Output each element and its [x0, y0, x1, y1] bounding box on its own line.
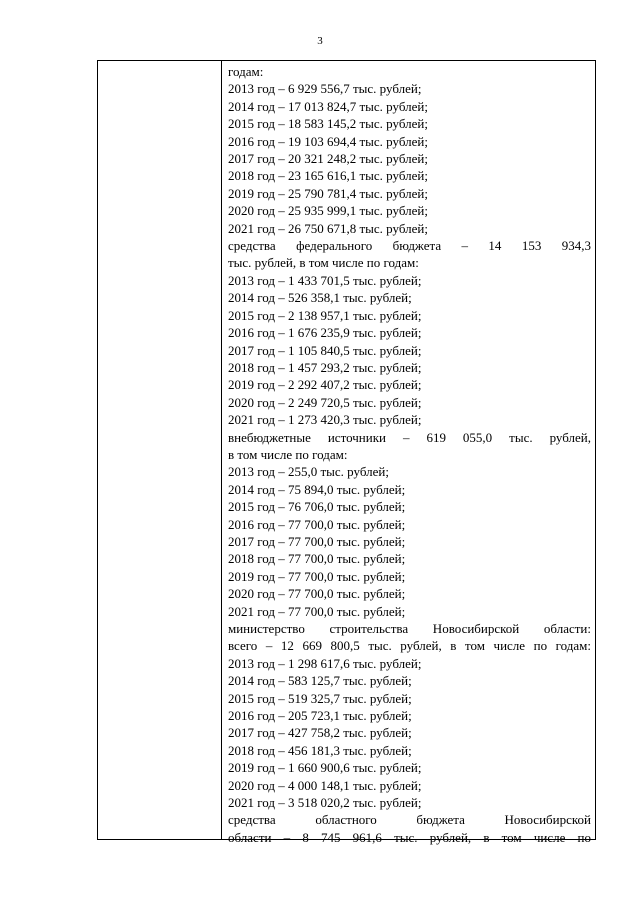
text-line: 2014 год – 17 013 824,7 тыс. рублей;	[228, 98, 428, 114]
text-line: 2019 год – 2 292 407,2 тыс. рублей;	[228, 377, 422, 393]
text-line: 2016 год – 77 700,0 тыс. рублей;	[228, 516, 406, 532]
text-line: 2015 год – 18 583 145,2 тыс. рублей;	[228, 116, 428, 132]
text-line: 2020 год – 4 000 148,1 тыс. рублей;	[228, 777, 422, 793]
text-line: 2014 год – 526 358,1 тыс. рублей;	[228, 290, 412, 306]
page-number: 3	[317, 35, 323, 47]
text-line: в том числе по годам:	[228, 446, 348, 462]
table-left-cell	[98, 61, 222, 839]
text-line: средства областного бюджета Новосибирской	[228, 812, 591, 828]
text-line: 2018 год – 77 700,0 тыс. рублей;	[228, 551, 406, 567]
text-line: 2021 год – 1 273 420,3 тыс. рублей;	[228, 412, 422, 428]
document-table	[97, 60, 596, 845]
text-line: 2017 год – 20 321 248,2 тыс. рублей;	[228, 151, 428, 167]
text-line: 2019 год – 1 660 900,6 тыс. рублей;	[228, 760, 422, 776]
text-line: 2020 год – 2 249 720,5 тыс. рублей;	[228, 394, 422, 410]
text-line: 2015 год – 76 706,0 тыс. рублей;	[228, 499, 406, 515]
table-right-cell	[223, 61, 595, 845]
text-line: 2021 год – 26 750 671,8 тыс. рублей;	[228, 220, 428, 236]
text-line: 2016 год – 205 723,1 тыс. рублей;	[228, 708, 412, 724]
text-line: 2015 год – 519 325,7 тыс. рублей;	[228, 690, 412, 706]
text-line: 2016 год – 19 103 694,4 тыс. рублей;	[228, 133, 428, 149]
text-line: 2019 год – 25 790 781,4 тыс. рублей;	[228, 185, 428, 201]
text-line: всего – 12 669 800,5 тыс. рублей, в том числе по годам:	[228, 638, 591, 654]
text-line: 2018 год – 1 457 293,2 тыс. рублей;	[228, 359, 422, 375]
text-line: области – 8 745 961,6 тыс. рублей, в том числе по	[228, 829, 591, 845]
text-line: министерство строительства Новосибирской области:	[228, 621, 591, 636]
text-line: тыс. рублей, в том числе по годам:	[228, 255, 419, 271]
text-line: 2017 год – 77 700,0 тыс. рублей;	[228, 533, 406, 549]
text-line: 2014 год – 75 894,0 тыс. рублей;	[228, 481, 406, 497]
text-line: 2017 год – 1 105 840,5 тыс. рублей;	[228, 342, 422, 358]
text-line: 2013 год – 6 929 556,7 тыс. рублей;	[228, 81, 422, 97]
text-line: 2020 год – 25 935 999,1 тыс. рублей;	[228, 203, 428, 219]
text-line: 2014 год – 583 125,7 тыс. рублей;	[228, 673, 412, 689]
text-line: годам:	[228, 64, 264, 79]
text-line: 2019 год – 77 700,0 тыс. рублей;	[228, 568, 406, 584]
text-line: 2018 год – 456 181,3 тыс. рублей;	[228, 742, 412, 758]
text-line: 2015 год – 2 138 957,1 тыс. рублей;	[228, 307, 422, 323]
text-line: 2013 год – 1 298 617,6 тыс. рублей;	[228, 655, 422, 671]
text-line: 2016 год – 1 676 235,9 тыс. рублей;	[228, 325, 422, 341]
text-line: 2017 год – 427 758,2 тыс. рублей;	[228, 725, 412, 741]
text-line: 2013 год – 1 433 701,5 тыс. рублей;	[228, 272, 422, 288]
text-line: средства федерального бюджета – 14 153 934,3	[228, 238, 591, 254]
text-line: 2020 год – 77 700,0 тыс. рублей;	[228, 586, 406, 602]
text-line: 2021 год – 77 700,0 тыс. рублей;	[228, 603, 406, 619]
text-line: внебюджетные источники – 619 055,0 тыс. рублей,	[228, 429, 591, 445]
text-line: 2013 год – 255,0 тыс. рублей;	[228, 464, 389, 480]
text-line: 2018 год – 23 165 616,1 тыс. рублей;	[228, 168, 428, 184]
text-line: 2021 год – 3 518 020,2 тыс. рублей;	[228, 795, 422, 811]
